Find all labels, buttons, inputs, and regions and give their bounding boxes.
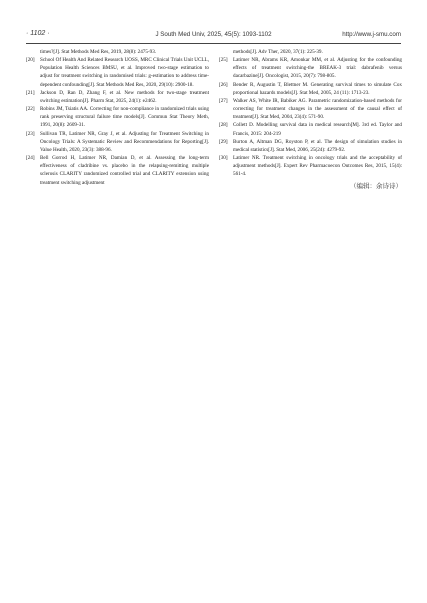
reference-item: [26] Bender R, Augustin T, Blettner M. Generating survival times to simulate Cox proportional hazards models[J]. Stat Med, 2005, 24 (11): 1713-23. — [219, 81, 402, 96]
reference-item: [21] Jackson D, Ran D, Zhang F, et al. New methods for two-stage treatment switching estimation[J]. Pharm Stat, 2025, 24(1): e2462. — [26, 89, 209, 104]
reference-continuation: times?[J]. Stat Methods Med Res, 2019, 28(8): 2475-93. — [40, 49, 157, 55]
reference-continuation: methods[J]. Adv Ther, 2020, 37(1): 225-39. — [233, 49, 323, 55]
page-header — [26, 30, 401, 42]
reference-item: [20] School Of Health And Related Research UOSS, MRC Clinical Trials Unit UCLL, Population Health Sciences BMSU, et al. Improved two-stage estimation to adjust for treatment switching in randomised trials: g-estimation to address time-dependent confounding[J]. Stat Methods Med Res, 2020, 29(10): 2900-18. — [26, 57, 209, 88]
reference-item: [22] Robins JM, Tsiatis AA. Correcting for non-compliance in randomized trials using rank preserving structural failure time models[J]. Commun Stat Theory Meth, 1991, 20(8): 2609-31. — [26, 106, 209, 129]
journal-url: http://www.j-smu.com — [342, 31, 401, 38]
reference-item: [29] Burton A, Altman DG, Royston P, et al. The design of simulation studies in medical statistics[J]. Stat Med, 2006, 25(24): 4279-92. — [219, 138, 402, 153]
reference-item: [28] Collett D. Modelling survival data in medical research[M]. 3rd ed. Taylor and Francis, 2015: 204-219 — [219, 122, 402, 137]
editor-note: （编辑：余诗诗） — [350, 181, 402, 190]
reference-item: [23] Sullivan TR, Latimer NR, Gray J, et al. Adjusting for Treatment Switching in Oncology Trials: A Systematic Review and Recommendations for Reporting[J]. Value Health, 2020, 23(3): 388-96. — [26, 130, 209, 153]
reference-item: [25] Latimer NR, Abrams KR, Amonkar MM, et al. Adjusting for the confounding effects of treatment switching-the BREAK-3 trial: dabrafenib versus dacarbazine[J]. Oncologist, 2015, 20(7): 798-805. — [219, 57, 402, 80]
reference-item: [30] Latimer NR. Treatment switching in oncology trials and the acceptability of adjustment methods[J]. Expert Rev Pharmacoecon Outcomes Res, 2015, 15(4): 561-4. — [219, 155, 402, 178]
header-rule — [26, 43, 401, 44]
reference-item: [27] Walker AS, White IR, Babiker AG. Parametric randomization-based methods for correcting for treatment changes in the assessment of the causal effect of treatment[J]. Stat Med, 2004, 23(4): 571-90. — [219, 97, 402, 121]
left-column — [26, 48, 209, 187]
page-number: · 1102 · — [26, 30, 50, 37]
reference-item: [24] Bell Gorrod H, Latimer NR, Damian D, et al. Assessing the long-term effectiveness of cladribine vs. placebo in the relapsing-remitting multiple sclerosis CLARITY randomized controlled trial and CLARITY extension using treatment switching adjustment — [26, 155, 209, 186]
right-column — [219, 48, 402, 190]
journal-citation: J South Med Univ, 2025, 45(5): 1093-1102 — [155, 31, 272, 38]
